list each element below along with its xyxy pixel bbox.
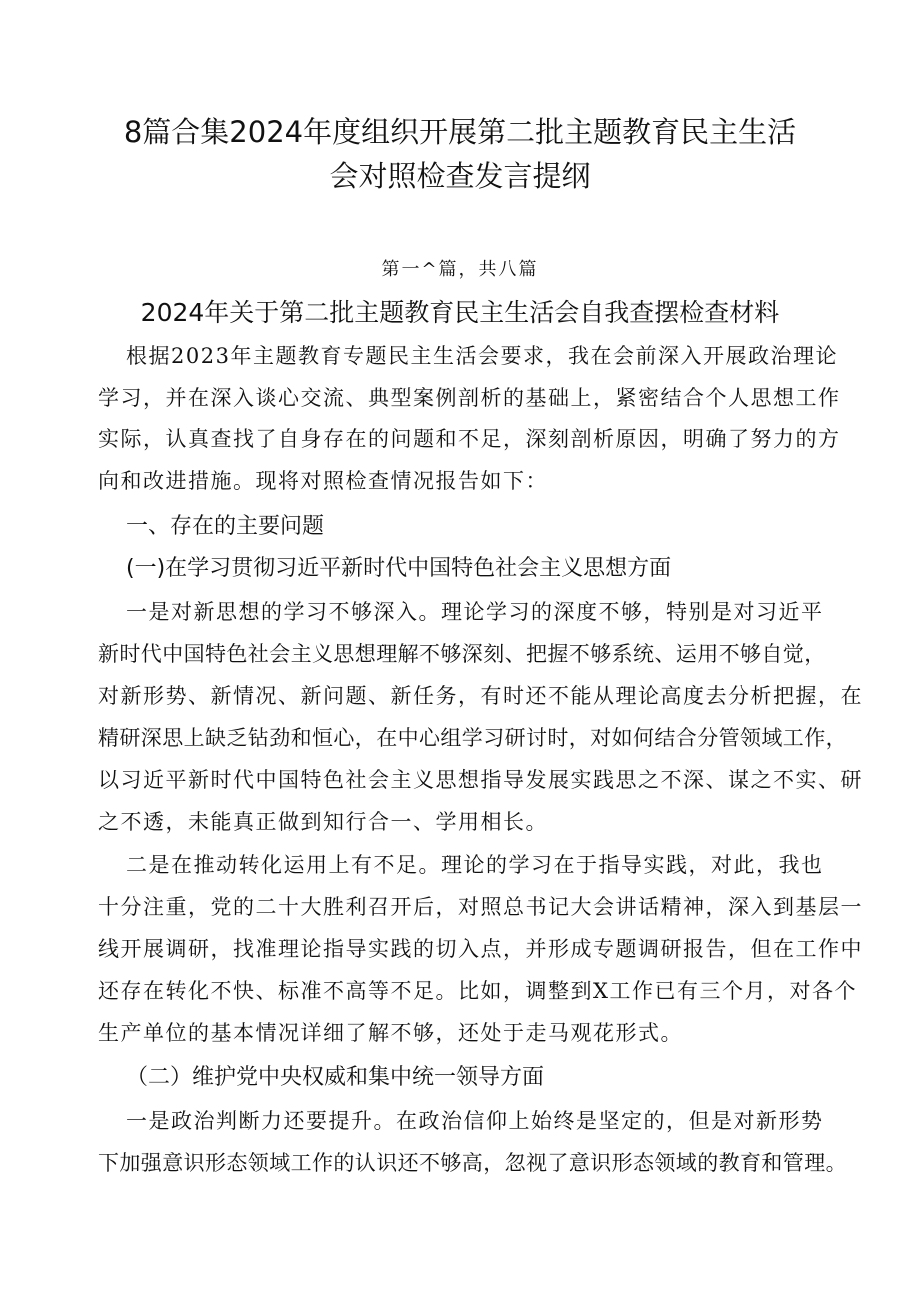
part-label: 第一^篇，共八篇 <box>381 259 539 280</box>
section-subtitle: 2024年关于第二批主题教育民主生活会自我查摆检查材料 <box>140 298 780 327</box>
paragraph-line: 还存在转化不快、标准不高等不足。比如，调整到X工作已有三个月，对各个 <box>98 979 857 1003</box>
document-title-line-2: 会对照检查发言提纲 <box>329 159 591 193</box>
intro-line: 实际，认真查找了自身存在的问题和不足，深刻剖析原因，明确了努力的方 <box>98 427 841 451</box>
intro-line: 向和改进措施。现将对照检查情况报告如下： <box>98 469 548 493</box>
paragraph-line: 新时代中国特色社会主义思想理解不够深刻、把握不够系统、运用不够自觉， <box>98 642 826 666</box>
paragraph-line: 一是对新思想的学习不够深入。理论学习的深度不够，特别是对习近平 <box>126 600 824 624</box>
paragraph-line: 以习近平新时代中国特色社会主义思想指导发展实践思之不深、谋之不实、研 <box>98 768 863 792</box>
section-heading: 一、存在的主要问题 <box>126 514 325 539</box>
paragraph-line: 精研深思上缺乏钻劲和恒心，在中心组学习研讨时，对如何结合分管领域工作， <box>98 726 847 750</box>
paragraph-line: 生产单位的基本情况详细了解不够，还处于走马观花形式。 <box>98 1021 683 1045</box>
subsection-heading: (一)在学习贯彻习近平新时代中国特色社会主义思想方面 <box>126 556 672 581</box>
paragraph-line: 之不透，未能真正做到知行合一、学用相长。 <box>98 810 548 834</box>
paragraph-line: 十分注重，党的二十大胜利召开后，对照总书记大会讲话精神，深入到基层一 <box>98 895 863 919</box>
intro-line: 学习，并在深入谈心交流、典型案例剖析的基础上，紧密结合个人思想工作 <box>98 386 841 410</box>
paragraph-line: 二是在推动转化运用上有不足。理论的学习在于指导实践，对此，我也 <box>126 853 824 877</box>
paragraph-line: 一是政治判断力还要提升。在政治信仰上始终是坚定的，但是对新形势 <box>126 1109 824 1133</box>
subsection-heading: （二）维护党中央权威和集中统一领导方面 <box>126 1065 545 1090</box>
paragraph-line: 对新形势、新情况、新问题、新任务，有时还不能从理论高度去分析把握，在 <box>98 684 863 708</box>
document-title-line-1: 8篇合集2024年度组织开展第二批主题教育民主生活 <box>123 115 797 149</box>
paragraph-line: 下加强意识形态领域工作的认识还不够高，忽视了意识形态领域的教育和管理。 <box>98 1151 847 1175</box>
paragraph-line: 线开展调研，找准理论指导实践的切入点，并形成专题调研报告，但在工作中 <box>98 937 863 961</box>
intro-line: 根据2023年主题教育专题民主生活会要求，我在会前深入开展政治理论 <box>126 344 838 368</box>
